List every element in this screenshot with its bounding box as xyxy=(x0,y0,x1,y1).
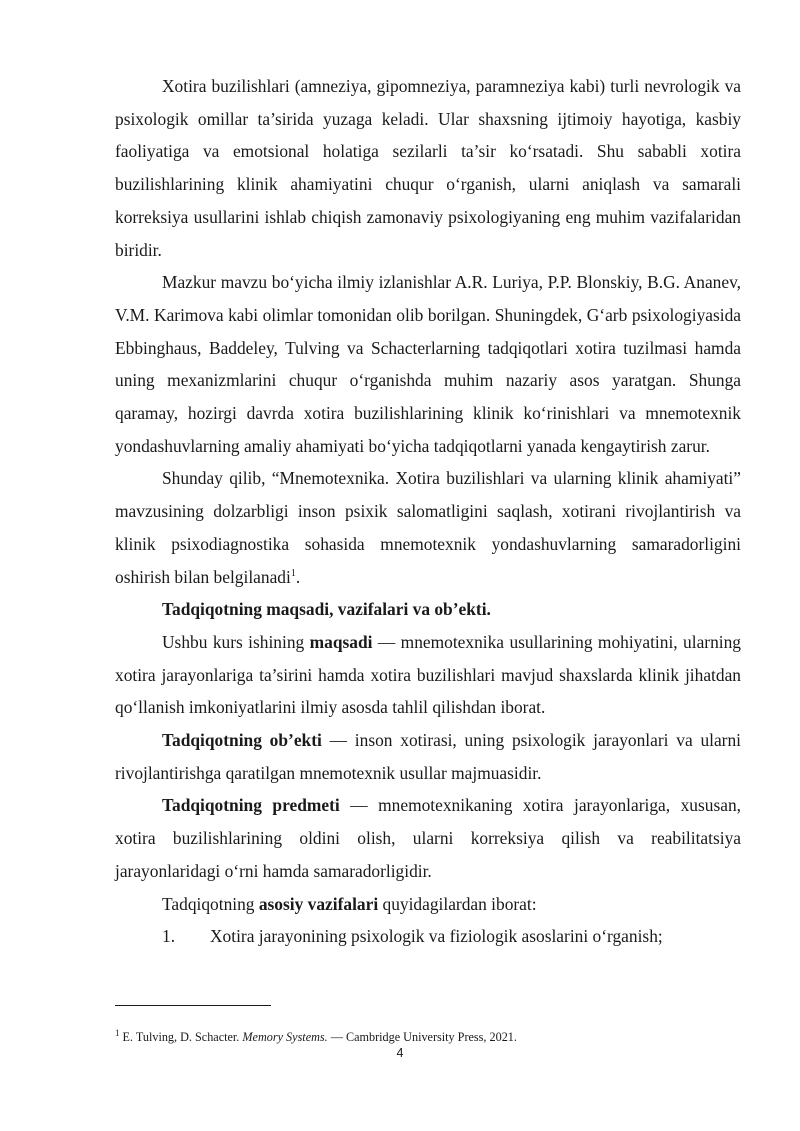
paragraph-tasks: Tadqiqotning asosiy vazifalari quyidagilardan iborat: xyxy=(162,893,537,914)
list-item-number: 1. xyxy=(162,926,176,947)
footnote-divider xyxy=(115,1005,271,1006)
paragraph-object: Tadqiqotning ob’ekti — inson xotirasi, uning psixologik jarayonlari va ularni rivojlantirishga qaratilgan mnemotexnik usullar majmuasidir. xyxy=(115,730,742,783)
goal-term: maqsadi xyxy=(309,631,373,652)
body-text xyxy=(115,70,741,953)
footnote-title: Memory Systems. xyxy=(242,1030,328,1044)
list-item xyxy=(115,920,741,953)
paragraph-amnesia-intro: Xotira buzilishlari (amneziya, gipomneziya, paramneziya kabi) turli nevrologik va psixologik omillar ta’sirida yuzaga keladi. Ular shaxsning ijtimoiy hayotiga, kasbiy faoliyatiga va emotsional holatiga sezilarli ta’sir ko‘rsatadi. Shu sababli xotira buzilishlarining klinik ahamiyatini chuqur o‘rganish, ularni aniqlash va samarali korreksiya usullarini ishlab chiqish zamonaviy psixologiyaning eng muhim vazifalaridan biridir. xyxy=(115,76,741,260)
object-term: Tadqiqotning ob’ekti xyxy=(162,730,322,751)
paragraph-research-review: Mazkur mavzu bo‘yicha ilmiy izlanishlar A.R. Luriya, P.P. Blonskiy, B.G. Ananev, V.M. Karimova kabi olimlar tomonidan olib borilgan. Shuningdek, G‘arb psixologiyasida Ebbinghaus, Baddeley, Tulving va Schacterlarning tadqiqotlari xotira tuzilmasi hamda uning mexanizmlarini chuqur o‘rganishda muhim nazariy asos yaratgan. Shunga qaramay, hozirgi davrda xotira buzilishlarining klinik ko‘rinishlari va mnemotexnik yondashuvlarning amaliy ahamiyati bo‘yicha tadqiqotlarni yanada kengaytirish zarur. xyxy=(115,272,741,456)
paragraph-goal: Ushbu kurs ishining maqsadi — mnemotexnika usullarining mohiyatini, ularning xotira jarayonlariga ta’sirini hamda xotira buzilishlari mavjud shaxslarda klinik jihatdan qo‘llanish imkoniyatlarini ilmiy asosda tahlil qilishdan iborat. xyxy=(115,631,741,718)
footnote: $^1$ E. Tulving, D. Schacter. Memory Systems. — Cambridge University Press, 2021. xyxy=(115,1027,517,1044)
list-item-text: Xotira jarayonining psixologik va fiziologik asoslarini o‘rganish; xyxy=(210,926,663,947)
tasks-term: asosiy vazifalari xyxy=(258,893,379,914)
paragraph-relevance: Shunday qilib, “Mnemotexnika. Xotira buzilishlari va ularning klinik ahamiyati” mavzusining dolzarbligi inson psixik salomatligini saqlash, xotirani rivojlantirish va klinik psixodiagnostika sohasida mnemotexnik yondashuvlarning samaradorligini oshirish bilan belgilanadi$^1$. xyxy=(115,468,741,587)
subject-term: Tadqiqotning predmeti xyxy=(162,795,340,816)
footnote-reference[interactable]: 1 xyxy=(290,567,296,579)
section-heading: Tadqiqotning maqsadi, vazifalari va ob’ekti. xyxy=(162,599,491,620)
page-number: 4 xyxy=(396,1046,404,1060)
paragraph-subject: Tadqiqotning predmeti — mnemotexnikaning xotira jarayonlariga, xususan, xotira buzilishlarining oldini olish, ularni korreksiya qilish va reabilitatsiya jarayonlaridagi o‘rni hamda samaradorligidir. xyxy=(115,795,741,881)
footnote-number: 1 xyxy=(115,1027,120,1038)
